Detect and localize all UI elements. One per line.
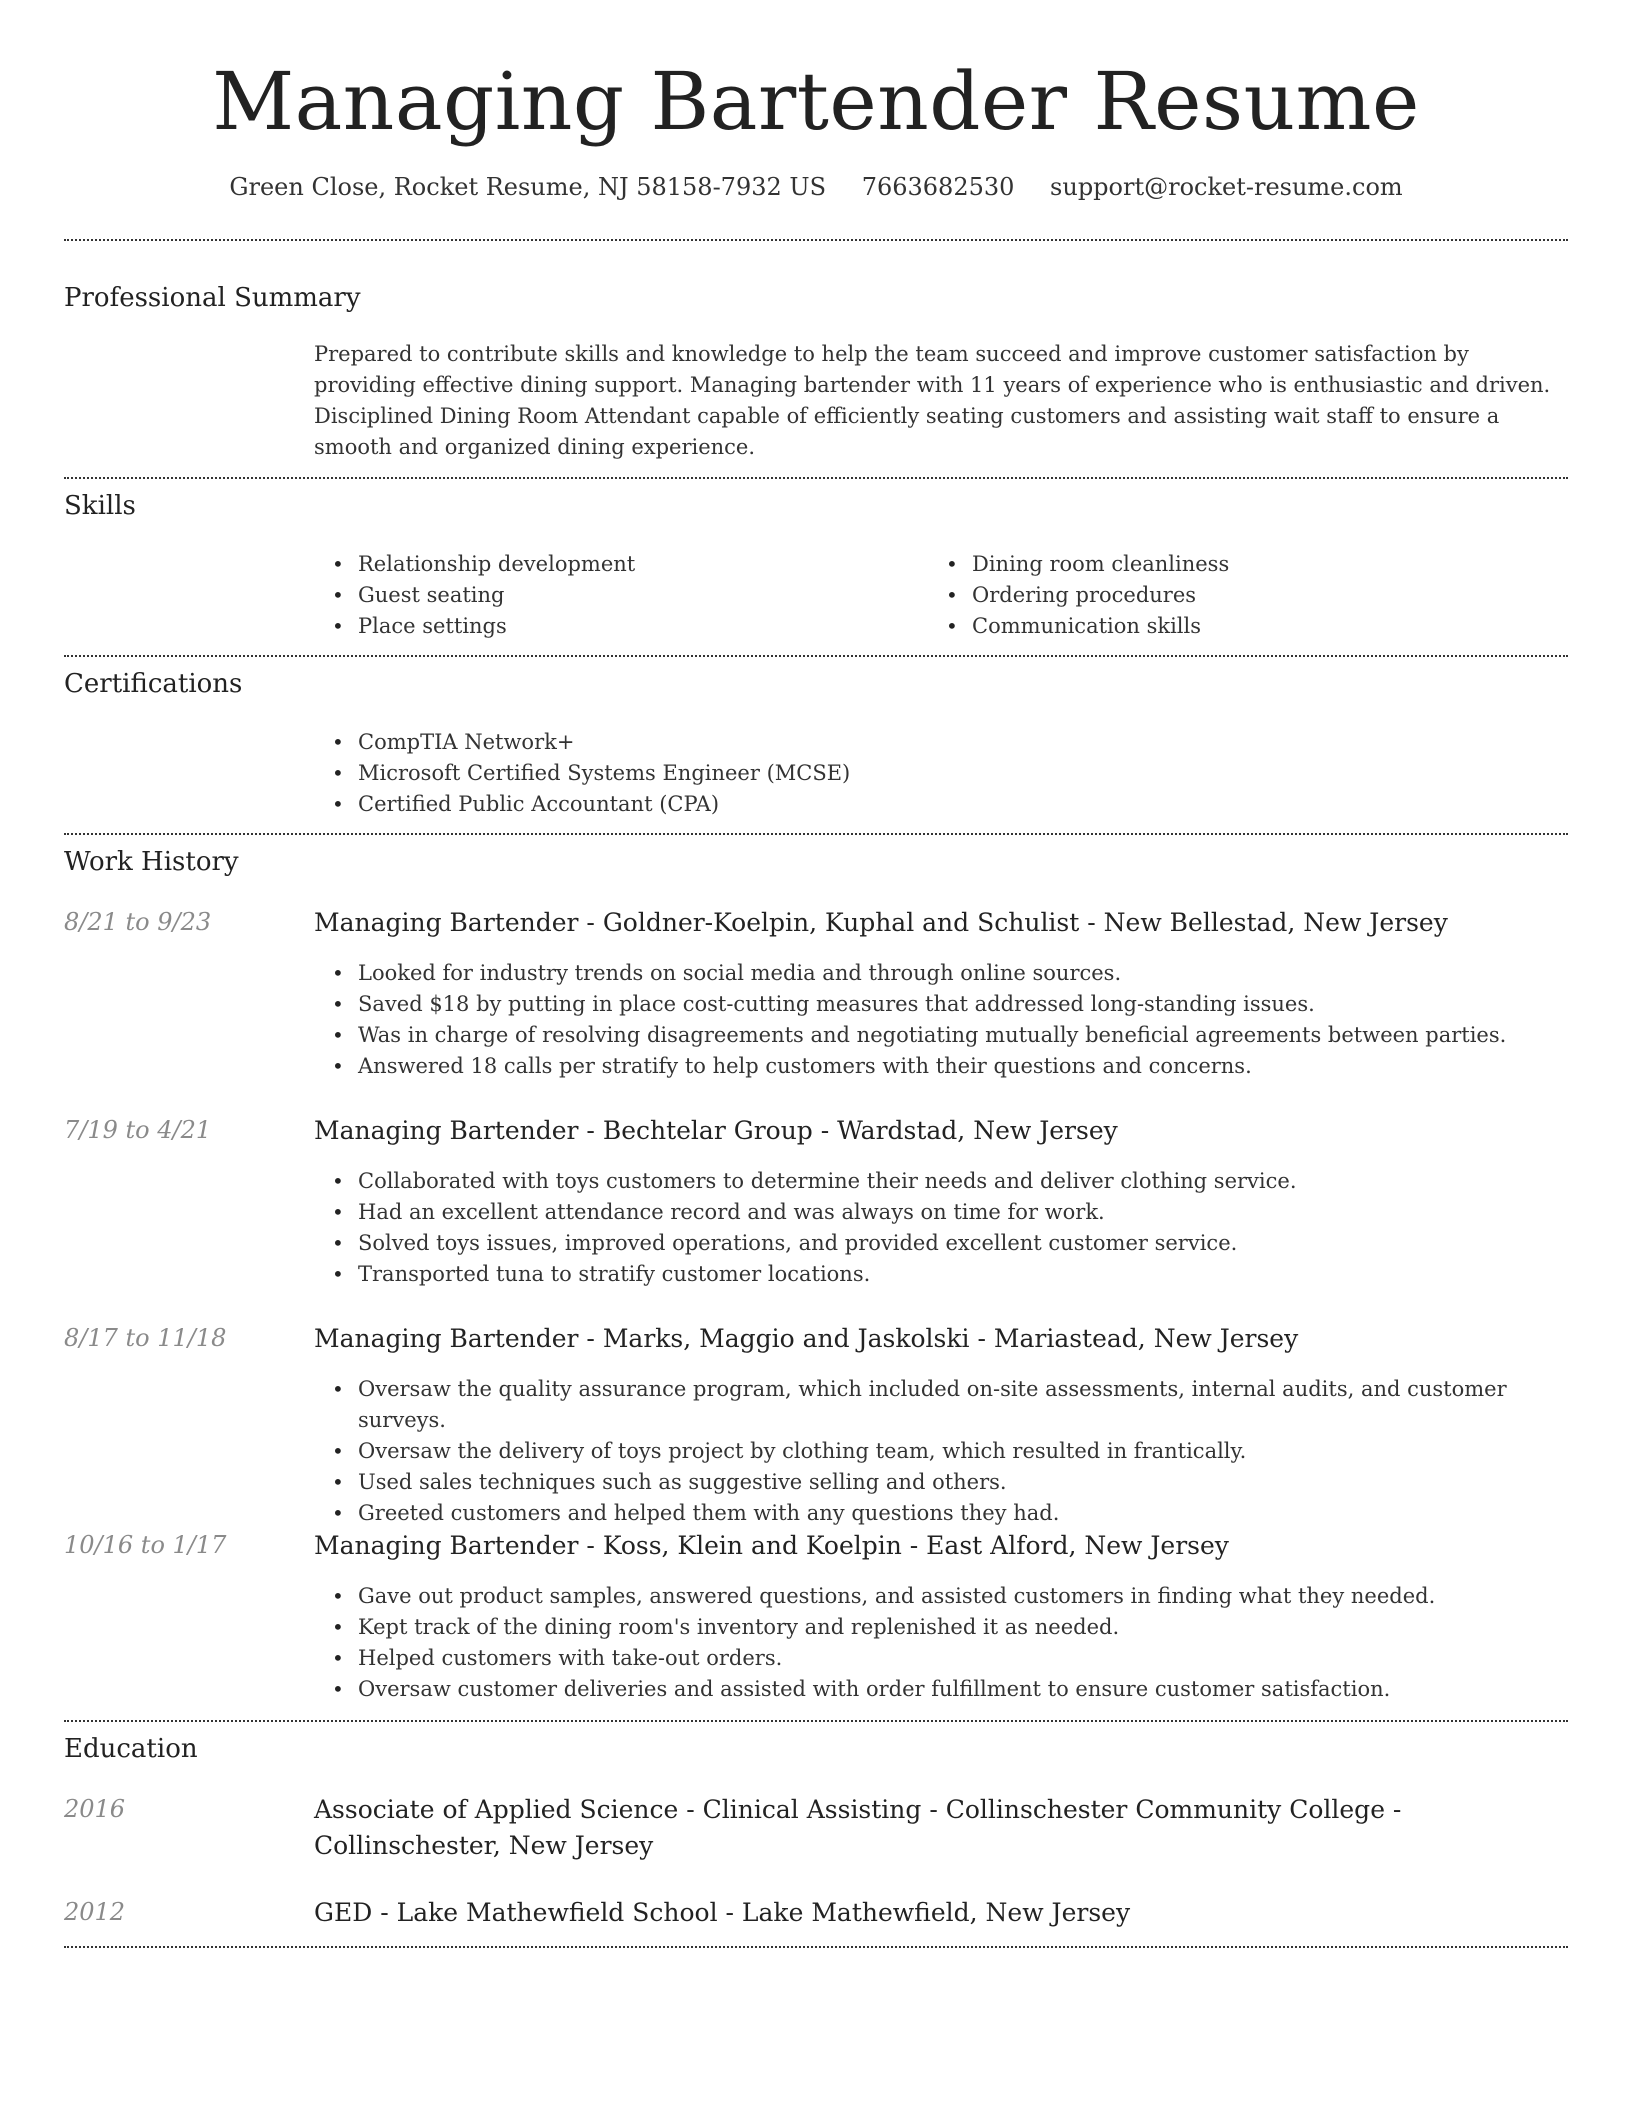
job-dates: 10/16 to 1/17 [64, 1531, 227, 1559]
divider [64, 239, 1568, 241]
divider [64, 1946, 1568, 1948]
contact-address: Green Close, Rocket Resume, NJ 58158-7932 US [229, 173, 827, 201]
section-heading-skills: Skills [64, 491, 136, 521]
job-title: Managing Bartender - Goldner-Koelpin, Kuphal and Schulist - New Bellestad, New Jersey [314, 908, 1448, 937]
certification-item: • Microsoft Certified Systems Engineer (MCSE) [314, 758, 1570, 789]
job-bullet: • Kept track of the dining room's inventory and replenished it as needed. [314, 1612, 1570, 1643]
divider [64, 833, 1568, 835]
job-bullet: • Used sales techniques such as suggestive selling and others. [314, 1467, 1570, 1498]
certification-item: • Certified Public Accountant (CPA) [314, 789, 1570, 820]
job-bullets [314, 1581, 1570, 1705]
section-heading-summary: Professional Summary [64, 283, 361, 313]
job-bullet: • Helped customers with take-out orders. [314, 1643, 1570, 1674]
job-bullet: • Transported tuna to stratify customer locations. [314, 1259, 1570, 1290]
education-year: 2012 [64, 1898, 126, 1926]
job-title: Managing Bartender - Marks, Maggio and Jaskolski - Mariastead, New Jersey [314, 1324, 1299, 1353]
job-bullet: • Saved $18 by putting in place cost-cutting measures that addressed long-standing issues. [314, 989, 1570, 1020]
job-bullet: • Greeted customers and helped them with any questions they had. [314, 1498, 1570, 1529]
education-entry: GED - Lake Mathewfield School - Lake Mathewfield, New Jersey [314, 1898, 1131, 1927]
job-bullet: • Collaborated with toys customers to determine their needs and deliver clothing service. [314, 1166, 1570, 1197]
skill-item: • Place settings [314, 611, 914, 642]
job-bullet: • Looked for industry trends on social media and through online sources. [314, 958, 1570, 989]
job-bullet: • Oversaw customer deliveries and assisted with order fulfillment to ensure customer satisfaction. [314, 1674, 1570, 1705]
contact-line [0, 170, 1632, 204]
job-bullet: • Was in charge of resolving disagreements and negotiating mutually beneficial agreements between parties. [314, 1020, 1570, 1051]
skill-item: • Relationship development [314, 549, 914, 580]
certification-item: • CompTIA Network+ [314, 727, 1570, 758]
job-bullet: • Had an excellent attendance record and was always on time for work. [314, 1197, 1570, 1228]
job-bullet: • Oversaw the quality assurance program, which included on-site assessments, internal audits, and customer surveys. [314, 1374, 1570, 1436]
skill-item: • Dining room cleanliness [928, 549, 1568, 580]
section-heading-work: Work History [64, 847, 239, 877]
divider [64, 1720, 1568, 1722]
skill-item: • Communication skills [928, 611, 1568, 642]
summary-text: Prepared to contribute skills and knowledge to help the team succeed and improve customer satisfaction by providing effective dining support. Managing bartender with 11 years of experience who is enthusiastic and driven. Disciplined Dining Room Attendant capable of efficiently seating customers and assisting wait staff to ensure a smooth and organized dining experience. [314, 342, 1551, 459]
job-title: Managing Bartender - Koss, Klein and Koelpin - East Alford, New Jersey [314, 1531, 1229, 1560]
job-bullets [314, 1374, 1570, 1529]
job-dates: 7/19 to 4/21 [64, 1116, 212, 1144]
job-bullets [314, 958, 1570, 1082]
certifications-list [314, 727, 1570, 820]
skill-item: • Guest seating [314, 580, 914, 611]
section-heading-certifications: Certifications [64, 669, 243, 699]
job-dates: 8/17 to 11/18 [64, 1324, 227, 1352]
skills-list-left [314, 549, 914, 642]
contact-phone: 7663682530 [861, 173, 1015, 201]
education-entry: Associate of Applied Science - Clinical Assisting - Collinschester Community College - Collinschester, New Jersey [314, 1795, 1402, 1860]
job-bullets [314, 1166, 1570, 1290]
job-bullet: • Solved toys issues, improved operations, and provided excellent customer service. [314, 1228, 1570, 1259]
job-bullet: • Gave out product samples, answered questions, and assisted customers in finding what they needed. [314, 1581, 1570, 1612]
job-title: Managing Bartender - Bechtelar Group - Wardstad, New Jersey [314, 1116, 1118, 1145]
divider [64, 655, 1568, 657]
education-year: 2016 [64, 1795, 126, 1823]
section-heading-education: Education [64, 1734, 198, 1764]
skill-item: • Ordering procedures [928, 580, 1568, 611]
job-dates: 8/21 to 9/23 [64, 908, 212, 936]
job-bullet: • Answered 18 calls per stratify to help customers with their questions and concerns. [314, 1051, 1570, 1082]
skills-list-right [928, 549, 1568, 642]
divider [64, 477, 1568, 479]
job-bullet: • Oversaw the delivery of toys project by clothing team, which resulted in frantically. [314, 1436, 1570, 1467]
contact-email: support@rocket-resume.com [1050, 173, 1403, 201]
resume-title: Managing Bartender Resume [212, 55, 1420, 148]
